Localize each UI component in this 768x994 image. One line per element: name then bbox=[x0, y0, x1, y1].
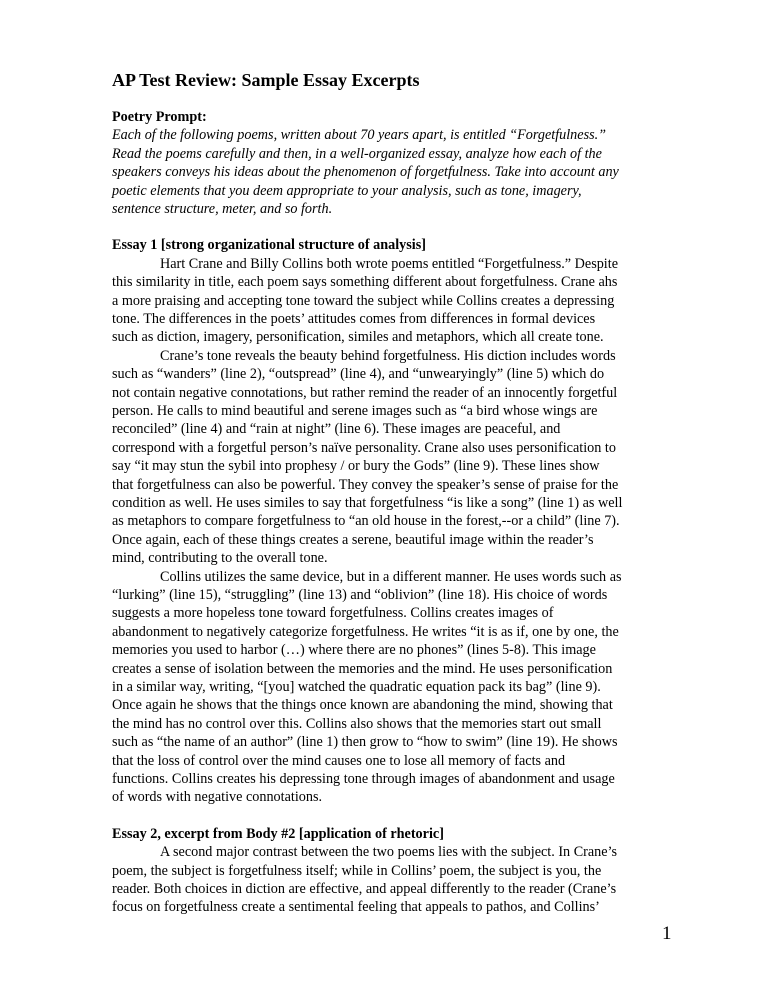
prompt-line: poetic elements that you deem appropriate to your analysis, such as tone, imagery, bbox=[112, 182, 582, 199]
essay2-line: A second major contrast between the two poems lies with the subject. In Crane’s bbox=[160, 844, 618, 861]
essay1-line: memories you used to harbor (…) where there are no phones” (lines 5-8). This image bbox=[112, 642, 596, 659]
essay1-line: Once again, each of these things creates a serene, beautiful image within the reader’s bbox=[112, 531, 594, 548]
essay1-line: Collins utilizes the same device, but in a different manner. He uses words such as bbox=[160, 568, 622, 585]
essay1-line: such as diction, imagery, personification, similes and metaphors, which all create tone. bbox=[112, 329, 604, 346]
prompt-line: sentence structure, meter, and so forth. bbox=[112, 201, 333, 217]
essay1-line: “lurking” (line 15), “struggling” (line 13) and “oblivion” (line 18). His choice of words bbox=[112, 587, 608, 603]
essay1-line: this similarity in title, each poem says something different about forgetfulness. Crane ahs bbox=[112, 274, 618, 291]
essay1-line: such as “wanders” (line 2), “outspread” (line 4), and “unwearyingly” (line 5) which do bbox=[112, 366, 605, 383]
essay1-heading: Essay 1 [strong organizational structure of analysis] bbox=[112, 237, 426, 254]
prompt-heading: Poetry Prompt: bbox=[112, 109, 207, 125]
prompt-line: speakers conveys his ideas about the phenomenon of forgetfulness. Take into account any bbox=[112, 164, 619, 181]
essay1-line: of words with negative connotations. bbox=[112, 789, 323, 806]
essay1-line: tone. The differences in the poets’ attitudes comes from differences in formal devices bbox=[112, 311, 596, 327]
essay2-line: focus on forgetfulness create a sentimental feeling that appeals to pathos, and Collins’ bbox=[112, 899, 600, 916]
essay1-line: abandonment to negatively categorize forgetfulness. He writes “it is as if, one by one, the bbox=[112, 623, 619, 640]
page-number: 1 bbox=[662, 922, 672, 944]
essay1-line: creates a sense of isolation between the memories and the mind. He uses personification bbox=[112, 660, 613, 677]
essay1-line: functions. Collins creates his depressing tone through images of abandonment and usage bbox=[112, 771, 615, 787]
essay1-line: correspond with a forgetful person’s naïve personality. Crane also uses personification to bbox=[112, 439, 616, 456]
essay1-line: Once again he shows that the things once known are abandoning the mind, showing that bbox=[112, 697, 613, 714]
essay2-line: reader. Both choices in diction are effective, and appeal differently to the reader (Crane’s bbox=[112, 881, 617, 897]
essay1-line: Crane’s tone reveals the beauty behind forgetfulness. His diction includes words bbox=[160, 347, 616, 364]
essay1-line: say “it may stun the sybil into prophesy / or bury the Gods” (line 9). These lines show bbox=[112, 458, 600, 475]
essay2-heading: Essay 2, excerpt from Body #2 [application of rhetoric] bbox=[112, 825, 444, 842]
essay1-line: suggests a more hopeless tone toward forgetfulness. Collins creates images of bbox=[112, 605, 554, 622]
prompt-line: Read the poems carefully and then, in a well-organized essay, analyze how each of the bbox=[112, 145, 602, 162]
essay1-line: such as “the name of an author” (line 1) then grow to “how to swim” (line 19). He shows bbox=[112, 734, 618, 751]
essay1-line: as metaphors to compare forgetfulness to “an old house in the forest,--or a child” (line 7). bbox=[112, 513, 620, 530]
essay1-line: Hart Crane and Billy Collins both wrote poems entitled “Forgetfulness.” Despite bbox=[160, 255, 618, 272]
essay1-line: a more praising and accepting tone toward the subject while Collins creates a depressing bbox=[112, 292, 615, 309]
essay1-line: person. He calls to mind beautiful and serene images such as “a bird whose wings are bbox=[112, 403, 598, 419]
essay1-line: that forgetfulness can also be powerful. They convey the speaker’s sense of praise for the bbox=[112, 476, 619, 493]
essay1-line: in a similar way, writing, “[you] watched the quadratic equation pack its bag” (line 9). bbox=[112, 679, 601, 695]
essay1-line: condition as well. He uses similes to say that forgetfulness “is like a song” (line 1) as well bbox=[112, 495, 623, 511]
essay1-line: not contain negative connotations, but rather remind the reader of an innocently forgetful bbox=[112, 384, 618, 401]
essay1-line: reconciled” (line 4) and “rain at night” (line 6). These images are peaceful, and bbox=[112, 421, 561, 438]
essay2-line: poem, the subject is forgetfulness itself; while in Collins’ poem, the subject is you, the bbox=[112, 862, 602, 879]
prompt-line: Each of the following poems, written about 70 years apart, is entitled “Forgetfulness.” bbox=[112, 127, 607, 144]
essay1-line: that the loss of control over the mind causes one to lose all memory of facts and bbox=[112, 752, 566, 769]
document-title: AP Test Review: Sample Essay Excerpts bbox=[112, 70, 420, 90]
essay1-line: mind, contributing to the overall tone. bbox=[112, 550, 328, 567]
essay1-line: the mind has no control over this. Collins also shows that the memories start out small bbox=[112, 715, 602, 732]
